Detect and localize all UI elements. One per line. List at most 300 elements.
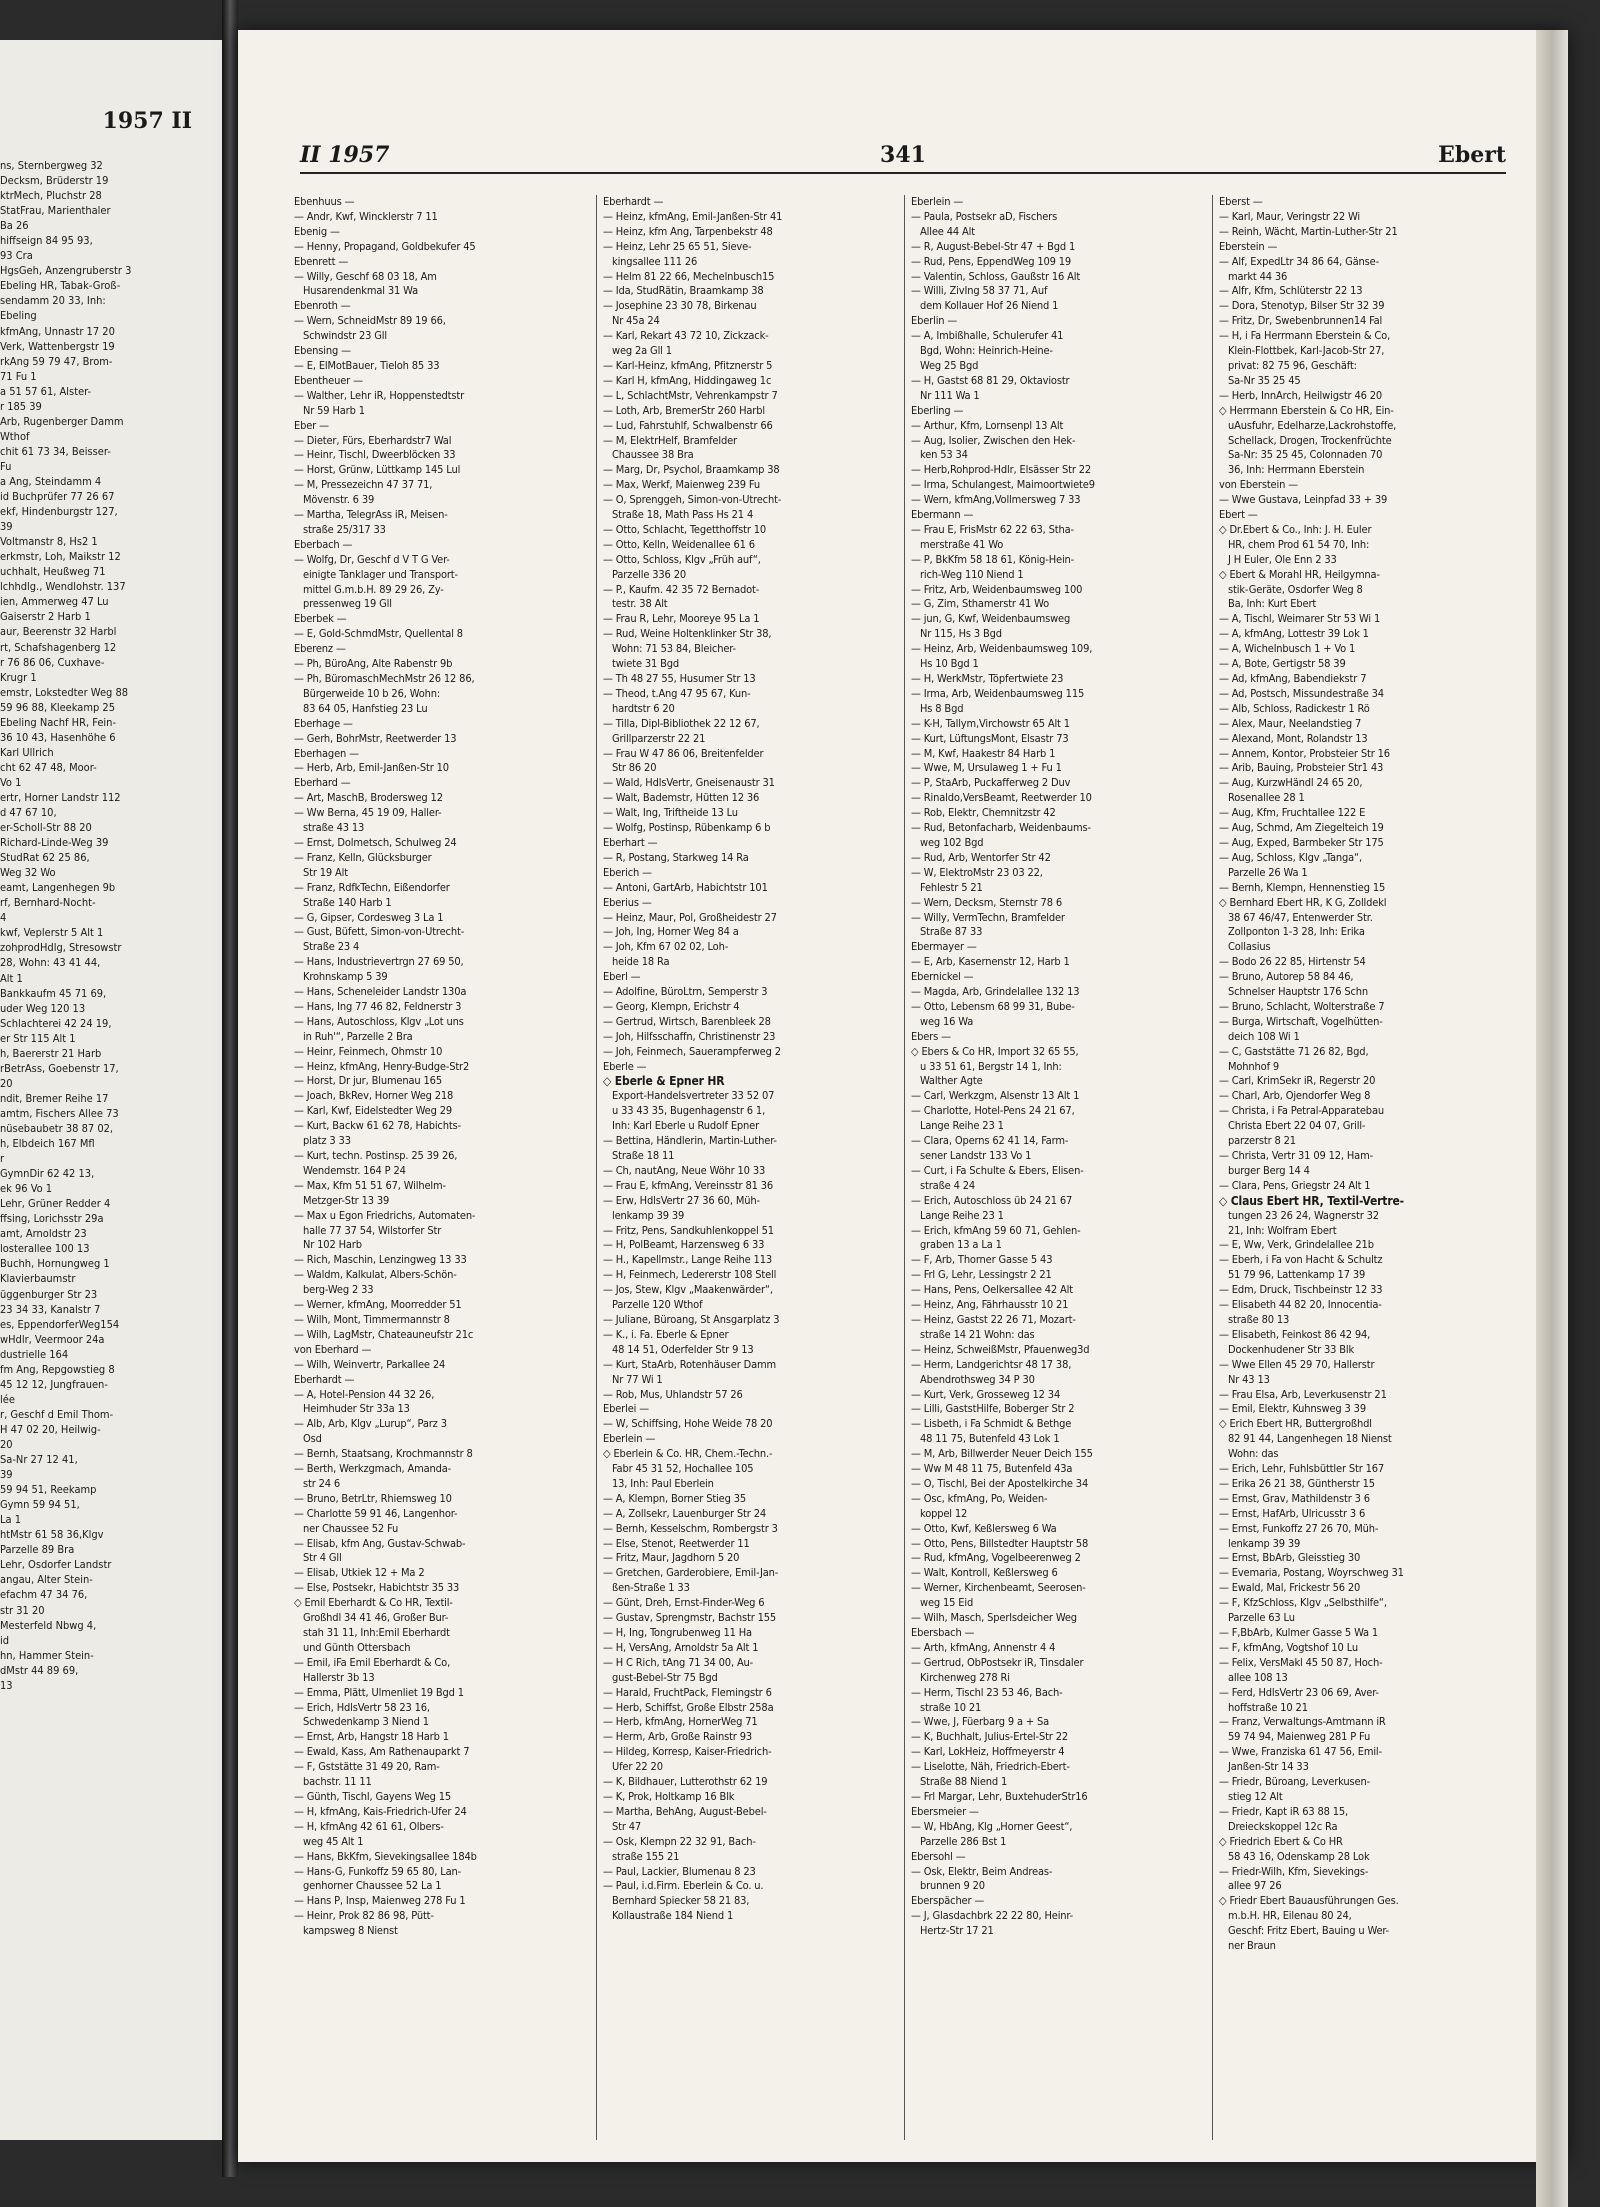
directory-entry: — Otto, Kelln, Weidenallee 61 6 <box>603 537 755 551</box>
directory-entry: — Herb, kfmAng, HornerWeg 71 <box>603 1715 758 1729</box>
left-page-entry: chit 61 73 34, Beisser- <box>0 444 111 458</box>
left-page-entry: StatFrau, Marienthaler <box>0 204 111 218</box>
directory-entry: weg 2a Gll 1 <box>612 344 672 358</box>
directory-entry: — Otto, Kwf, Keßlersweg 6 Wa <box>911 1521 1057 1535</box>
left-page-entry: 45 12 12, Jungfrauen- <box>0 1377 108 1391</box>
directory-entry: — Alb, Schloss, Radickestr 1 Rö <box>1219 701 1370 715</box>
left-page-entry: Ebeling Nachf HR, Fein- <box>0 715 117 729</box>
directory-entry: ken 53 34 <box>920 448 968 462</box>
directory-entry: — Arthur, Kfm, Lornsenpl 13 Alt <box>911 418 1064 432</box>
directory-entry: — Evemaria, Postang, Woyrschweg 31 <box>1219 1566 1404 1580</box>
directory-entry: — Hans, Autoschloss, Klgv „Lot uns <box>294 1014 464 1028</box>
directory-entry: — Hans, Industrievertrgn 27 69 50, <box>294 955 464 969</box>
directory-entry: — Henny, Propagand, Goldbekufer 45 <box>294 239 476 253</box>
directory-entry: — Hans P, Insp, Maienweg 278 Fu 1 <box>294 1894 466 1908</box>
directory-entry: — Clara, Operns 62 41 14, Farm- <box>911 1134 1069 1148</box>
directory-entry: Collasius <box>1228 940 1271 954</box>
directory-entry: — Willy, VermTechn, Bramfelder <box>911 910 1065 924</box>
directory-entry: Nr 43 13 <box>1228 1372 1270 1386</box>
directory-entry: tungen 23 26 24, Wagnerstr 32 <box>1228 1208 1379 1222</box>
directory-entry: — Osk, Klempn 22 32 91, Bach- <box>603 1834 756 1848</box>
directory-entry: — Herm, Arb, Große Rainstr 93 <box>603 1730 752 1744</box>
directory-entry: — R, Postang, Starkweg 14 Ra <box>603 850 749 864</box>
directory-entry: — Karl, LokHeiz, Hoffmeyerstr 4 <box>911 1745 1065 1759</box>
surname-heading: Ebermann — <box>911 508 974 522</box>
directory-entry: — R, August-Bebel-Str 47 + Bgd 1 <box>911 239 1076 253</box>
directory-entry: — H, i Fa Herrmann Eberstein & Co, <box>1219 329 1391 343</box>
left-page-entry: ffsing, Lorichsstr 29a <box>0 1212 104 1226</box>
directory-entry: — Herb, Arb, Emil-Janßen-Str 10 <box>294 761 449 775</box>
directory-entry: — Elisab, kfm Ang, Gustav-Schwab- <box>294 1536 466 1550</box>
directory-entry: — Horst, Dr jur, Blumenau 165 <box>294 1074 442 1088</box>
directory-entry: sener Landstr 133 Vo 1 <box>920 1149 1032 1162</box>
directory-entry: — Frau E, kfmAng, Vereinsstr 81 36 <box>603 1178 774 1192</box>
directory-entry: — Fritz, Dr, Swebenbrunnen14 Fal <box>1219 314 1383 328</box>
directory-entry: Abendrothsweg 34 P 30 <box>920 1372 1035 1386</box>
surname-heading: Eberstein — <box>1219 239 1278 253</box>
directory-entry: weg 45 Alt 1 <box>303 1834 364 1848</box>
directory-entry: — Franz, Verwaltungs-Amtmann iR <box>1219 1715 1386 1729</box>
directory-entry: Nr 102 Harb <box>303 1238 362 1252</box>
directory-entry: — Kurt, techn. Postinsp. 25 39 26, <box>294 1149 458 1162</box>
directory-entry: Straße 23 4 <box>303 940 360 954</box>
directory-entry: 21, Inh: Wolfram Ebert <box>1228 1223 1337 1237</box>
directory-entry: — Erich, Autoschloss üb 24 21 67 <box>911 1193 1073 1207</box>
directory-entry: Rosenallee 28 1 <box>1228 791 1305 805</box>
firm-entry: ◇ Emil Eberhardt & Co HR, Textil- <box>294 1596 453 1610</box>
directory-entry: — Fritz, Maur, Jagdhorn 5 20 <box>603 1551 740 1565</box>
directory-entry: lenkamp 39 39 <box>612 1208 685 1222</box>
directory-entry: — C, Gaststätte 71 26 82, Bgd, <box>1219 1044 1369 1058</box>
directory-entry: — Karl, Kwf, Eidelstedter Weg 29 <box>294 1104 453 1118</box>
directory-entry: — Aug, Schmd, Am Ziegelteich 19 <box>1219 821 1384 835</box>
directory-entry: weg 16 Wa <box>920 1014 974 1028</box>
left-page-entry: 36 10 43, Hasenhöhe 6 <box>0 730 116 744</box>
directory-entry: — M, Kwf, Haakestr 84 Harb 1 <box>911 746 1056 760</box>
directory-entry: Zollponton 1-3 28, Inh: Erika <box>1228 925 1365 939</box>
left-page-entry: 28, Wohn: 43 41 44, <box>0 956 101 970</box>
directory-entry: — K, Bildhauer, Lutterothstr 62 19 <box>603 1775 768 1789</box>
book-spine <box>222 0 238 2177</box>
left-page-entry: h, Baererstr 21 Harb <box>0 1046 102 1060</box>
directory-entry: Parzelle 336 20 <box>612 567 686 581</box>
directory-entry: — Erw, HdlsVertr 27 36 60, Müh- <box>603 1193 760 1207</box>
surname-heading: Eberlin — <box>911 314 958 328</box>
directory-entry: — H, kfmAng 42 61 61, Olbers- <box>294 1819 444 1833</box>
left-page-entry: StudRat 62 25 86, <box>0 851 90 865</box>
directory-entry: mittel G.m.b.H. 89 29 26, Zy- <box>303 582 444 596</box>
surname-heading: Eberhage — <box>294 716 353 730</box>
directory-entry: — O, Tischl, Bei der Apostelkirche 34 <box>911 1476 1089 1490</box>
directory-entry: Nr 111 Wa 1 <box>920 388 980 402</box>
directory-entry: — Ernst, Dolmetsch, Schulweg 24 <box>294 835 457 849</box>
surname-heading: Eberle — <box>603 1059 647 1073</box>
directory-entry: — Ewald, Kass, Am Rathenauparkt 7 <box>294 1745 470 1759</box>
directory-entry: — Rob, Elektr, Chemnitzstr 42 <box>911 806 1056 820</box>
directory-entry: — A, Bote, Gertigstr 58 39 <box>1219 657 1346 671</box>
directory-entry: stieg 12 Alt <box>1228 1789 1283 1803</box>
surname-heading: Eberbek — <box>294 612 347 626</box>
surname-heading: Eber — <box>294 418 329 432</box>
directory-entry: — Wwe Gustava, Leinpfad 33 + 39 <box>1219 493 1388 507</box>
directory-entry: — Bernh, Klempn, Hennenstieg 15 <box>1219 880 1386 894</box>
directory-entry: — Gretchen, Garderobiere, Emil-Jan- <box>603 1566 779 1580</box>
left-page-entry: wHdlr, Veermoor 24a <box>0 1332 105 1346</box>
directory-entry: koppel 12 <box>920 1506 968 1520</box>
directory-entry: uAusfuhr, Edelharze,Lackrohstoffe, <box>1228 418 1397 432</box>
directory-entry: weg 102 Bgd <box>920 835 984 849</box>
directory-entry: ner Braun <box>1228 1939 1276 1953</box>
directory-entry: markt 44 36 <box>1228 269 1288 283</box>
directory-entry: Bürgerweide 10 b 26, Wohn: <box>303 686 441 700</box>
directory-entry: — Hans-G, Funkoffz 59 65 80, Lan- <box>294 1864 462 1878</box>
directory-entry: — Ernst, Grav, Mathildenstr 3 6 <box>1219 1491 1370 1505</box>
directory-entry: — Alb, Arb, Klgv „Lurup“, Parz 3 <box>294 1417 447 1431</box>
directory-entry: — Heinz, kfmAng, Henry-Budge-Str2 <box>294 1059 470 1073</box>
directory-entry: J H Euler, Ole Enn 2 33 <box>1228 552 1337 566</box>
directory-entry: — Heinz, Arb, Weidenbaumsweg 109, <box>911 642 1093 656</box>
directory-entry: brunnen 9 20 <box>920 1879 985 1893</box>
directory-entry: in Ruh'“, Parzelle 2 Bra <box>303 1029 413 1043</box>
left-page-entry: ns, Sternbergweg 32 <box>0 159 103 172</box>
directory-entry: 48 11 75, Butenfeld 43 Lok 1 <box>920 1432 1060 1446</box>
directory-entry: — Heinr, Prok 82 86 98, Pütt- <box>294 1909 434 1923</box>
directory-entry: — Heinz, SchweißMstr, Pfauenweg3d <box>911 1342 1090 1356</box>
directory-entry: graben 13 a La 1 <box>920 1238 1002 1252</box>
left-page-entry: ekf, Hindenburgstr 127, <box>0 505 118 519</box>
directory-entry: — Ferd, HdlsVertr 23 06 69, Aver- <box>1219 1685 1379 1699</box>
directory-entry: Schnelser Hauptstr 176 Schn <box>1228 985 1369 999</box>
directory-entry: Bernhard Spiecker 58 21 83, <box>612 1894 750 1908</box>
directory-entry: — G, Gipser, Cordesweg 3 La 1 <box>294 910 444 924</box>
surname-heading: Ebenig — <box>294 224 340 238</box>
directory-entry: — Ph, BüroAng, Alte Rabenstr 9b <box>294 657 453 671</box>
directory-entry: ner Chaussee 52 Fu <box>303 1521 399 1535</box>
left-page-entry: Ebeling HR, Tabak-Groß- <box>0 279 121 293</box>
directory-entry: — Waldm, Kalkulat, Albers-Schön- <box>294 1268 457 1282</box>
directory-entry: Hallerstr 3b 13 <box>303 1670 375 1684</box>
directory-entry: — Theod, t.Ang 47 95 67, Kun- <box>603 686 751 700</box>
directory-entry: — Rob, Mus, Uhlandstr 57 26 <box>603 1387 743 1401</box>
directory-entry: — Max u Egon Friedrichs, Automaten- <box>294 1208 476 1222</box>
left-page-entry: er-Scholl-Str 88 20 <box>0 821 92 835</box>
left-page-entry: 59 94 51, Reekamp <box>0 1483 97 1497</box>
directory-entry: — Christa, i Fa Petral-Apparatebau <box>1219 1104 1384 1118</box>
directory-entry: — Emma, Plätt, Ulmenliet 19 Bgd 1 <box>294 1685 464 1699</box>
directory-entry: — Andr, Kwf, Wincklerstr 7 11 <box>294 209 438 223</box>
directory-entry: — Reinh, Wächt, Martin-Luther-Str 21 <box>1219 224 1398 238</box>
directory-entry: — Annem, Kontor, Probsteier Str 16 <box>1219 746 1390 760</box>
directory-column-1 <box>288 195 596 2140</box>
left-page-entry: kwf, Veplerstr 5 Alt 1 <box>0 926 104 940</box>
left-page-entry: uchhalt, Heußweg 71 <box>0 565 106 579</box>
directory-entry: — Heinz, Maur, Pol, Großheidestr 27 <box>603 910 777 924</box>
directory-entry: Schwindstr 23 Gll <box>303 329 387 343</box>
directory-entry: — Wilh, LagMstr, Chateauneufstr 21c <box>294 1327 474 1341</box>
left-page-entry: Klavierbaumstr <box>0 1272 76 1286</box>
directory-entry: bachstr. 11 11 <box>303 1775 372 1789</box>
left-page-entry: Alt 1 <box>0 971 23 985</box>
left-page-entry: Decksm, Brüderstr 19 <box>0 174 109 188</box>
directory-entry: — Wilh, Masch, Sperlsdeicher Weg <box>911 1611 1077 1625</box>
directory-entry: — Frau R, Lehr, Mooreye 95 La 1 <box>603 612 760 626</box>
surname-heading: von Eberstein — <box>1219 478 1298 492</box>
directory-entry: m.b.H. HR, Eilenau 80 24, <box>1228 1909 1352 1923</box>
directory-entry: — Kurt, Verk, Grosseweg 12 34 <box>911 1387 1061 1401</box>
directory-entry: — Max, Werkf, Maienweg 239 Fu <box>603 478 760 492</box>
directory-entry: Mohnhof 9 <box>1228 1059 1280 1073</box>
left-page-entry: id <box>0 1633 10 1647</box>
directory-entry: — E, Ww, Verk, Grindelallee 21b <box>1219 1238 1374 1252</box>
directory-entry: — Martha, BehAng, August-Bebel- <box>603 1804 767 1818</box>
directory-entry: straße 25/317 33 <box>303 522 386 536</box>
directory-entry: str 24 6 <box>303 1476 341 1490</box>
directory-entry: — Felix, VersMakl 45 50 87, Hoch- <box>1219 1655 1383 1669</box>
directory-entry: — Ernst, HafArb, Ulricusstr 3 6 <box>1219 1506 1366 1520</box>
directory-entry: — P, StaArb, Puckafferweg 2 Duv <box>911 776 1071 790</box>
directory-entry: — Erich, kfmAng 59 60 71, Gehlen- <box>911 1223 1081 1237</box>
directory-entry: — H, Ing, Tongrubenweg 11 Ha <box>603 1626 752 1639</box>
directory-column-3 <box>904 195 1212 2140</box>
directory-entry: — A, Klempn, Borner Stieg 35 <box>603 1491 747 1505</box>
directory-entry: — Heinz, Ang, Fährhausstr 10 21 <box>911 1298 1069 1312</box>
directory-entry: — Dieter, Fürs, Eberhardstr7 Wal <box>294 433 452 447</box>
directory-entry: — Aug, Isolier, Zwischen den Hek- <box>911 433 1076 447</box>
left-page-entry: Wthof <box>0 429 30 443</box>
directory-entry: — Otto, Lebensm 68 99 31, Bube- <box>911 999 1075 1013</box>
directory-entry: 58 43 16, Odenskamp 28 Lok <box>1228 1849 1370 1863</box>
directory-entry: — Rud, Arb, Wentorfer Str 42 <box>911 850 1051 864</box>
directory-entry: — M, Arb, Billwerder Neuer Deich 155 <box>911 1447 1093 1461</box>
directory-entry: stik-Geräte, Osdorfer Weg 8 <box>1228 582 1363 596</box>
directory-entry: HR, chem Prod 61 54 70, Inh: <box>1228 537 1370 551</box>
left-page-entry: kfmAng, Unnastr 17 20 <box>0 324 115 338</box>
directory-entry: — Lisbeth, i Fa Schmidt & Bethge <box>911 1417 1072 1431</box>
directory-entry: platz 3 33 <box>303 1134 351 1148</box>
directory-entry: — Arth, kfmAng, Annenstr 4 4 <box>911 1640 1056 1654</box>
firm-entry: ◇ Eberle & Epner HR <box>603 1074 725 1089</box>
left-page-entry: amt, Arnoldstr 23 <box>0 1227 87 1241</box>
directory-entry: — Aug, Schloss, Klgv „Tanga“, <box>1219 850 1363 864</box>
directory-entry: parzerstr 8 21 <box>1228 1134 1296 1148</box>
directory-entry: — Joh, Feinmech, Sauerampferweg 2 <box>603 1044 781 1058</box>
left-page-entry: hiffseign 84 95 93, <box>0 234 93 248</box>
left-page-entry: erkmstr, Loh, Maikstr 12 <box>0 550 121 564</box>
directory-entry: — Frl G, Lehr, Lessingstr 2 21 <box>911 1268 1052 1282</box>
directory-entry: — E, ElMotBauer, Tieloh 85 33 <box>294 358 440 372</box>
directory-entry: — Alex, Maur, Neelandstieg 7 <box>1219 716 1362 730</box>
directory-entry: — Frau Elsa, Arb, Leverkusenstr 21 <box>1219 1387 1387 1401</box>
directory-entry: — Otto, Schlacht, Tegetthoffstr 10 <box>603 522 767 536</box>
directory-entry: — Bruno, Schlacht, Wolterstraße 7 <box>1219 999 1385 1013</box>
surname-heading: Ebersbach — <box>911 1626 975 1639</box>
directory-entry: — Frau W 47 86 06, Breitenfelder <box>603 746 764 760</box>
directory-entry: — Kurt, StaArb, Rotenhäuser Damm <box>603 1357 777 1371</box>
directory-entry: — A, Tischl, Weimarer Str 53 Wi 1 <box>1219 612 1381 626</box>
surname-heading: Eberl — <box>603 970 641 984</box>
directory-page <box>238 30 1568 2162</box>
surname-heading: Ebersohl — <box>911 1849 966 1863</box>
directory-entry: 13, Inh: Paul Eberlein <box>612 1476 714 1490</box>
left-page-entry: Fu <box>0 459 12 473</box>
left-page-entry: Ebeling <box>0 309 37 323</box>
directory-column-2 <box>596 195 904 2140</box>
left-page-entry: Karl Ullrich <box>0 745 54 759</box>
directory-entry: — Hans, Pens, Oelkersallee 42 Alt <box>911 1283 1073 1297</box>
left-page-entry: H 47 02 20, Heilwig- <box>0 1422 101 1436</box>
directory-entry: Grillparzerstr 22 21 <box>612 731 706 745</box>
surname-heading: Eberhagen — <box>294 746 359 760</box>
directory-entry: — Th 48 27 55, Husumer Str 13 <box>603 672 756 685</box>
directory-entry: Str 86 20 <box>612 761 657 775</box>
firm-entry: ◇ Erich Ebert HR, Buttergroßhdl <box>1219 1417 1372 1431</box>
directory-entry: — Karl H, kfmAng, Hiddingaweg 1c <box>603 373 772 387</box>
left-page-entry: Krugr 1 <box>0 670 37 684</box>
left-page-entry: dustrielle 164 <box>0 1347 69 1361</box>
directory-entry: Straße 88 Niend 1 <box>920 1775 1008 1789</box>
directory-entry: — Ernst, BbArb, Gleisstieg 30 <box>1219 1551 1361 1565</box>
directory-entry: — Rinaldo,VersBeamt, Reetwerder 10 <box>911 791 1092 805</box>
directory-entry: Straße 18 11 <box>612 1149 675 1162</box>
directory-entry: — Harald, FruchtPack, Flemingstr 6 <box>603 1685 772 1699</box>
directory-entry: — Aug, Exped, Barmbeker Str 175 <box>1219 835 1384 849</box>
directory-entry: — Loth, Arb, BremerStr 260 Harbl <box>603 403 765 417</box>
directory-entry: — K-H, Tallym,Virchowstr 65 Alt 1 <box>911 716 1070 730</box>
directory-entry: — Frl Margar, Lehr, BuxtehuderStr16 <box>911 1789 1088 1803</box>
firm-entry: ◇ Herrmann Eberstein & Co HR, Ein- <box>1219 403 1394 417</box>
directory-entry: Dreieckskoppel 12c Ra <box>1228 1819 1338 1833</box>
surname-heading: Eberius — <box>603 895 652 909</box>
directory-entry: — Dora, Stenotyp, Bilser Str 32 39 <box>1219 299 1385 313</box>
left-page-entry: uder Weg 120 13 <box>0 1001 86 1015</box>
directory-columns <box>288 195 1520 2140</box>
directory-entry: — Hans, BkKfm, Sievekingsallee 184b <box>294 1849 477 1863</box>
directory-entry: — Ernst, Arb, Hangstr 18 Harb 1 <box>294 1730 449 1744</box>
directory-entry: — H, PolBeamt, Harzensweg 6 33 <box>603 1238 765 1252</box>
surname-heading: Ebernickel — <box>911 970 974 984</box>
directory-entry: kampsweg 8 Nienst <box>303 1924 398 1938</box>
surname-heading: Eberhard — <box>294 776 351 790</box>
directory-entry: 83 64 05, Hanfstieg 23 Lu <box>303 701 428 715</box>
directory-entry: — Ida, StudRätin, Braamkamp 38 <box>603 284 764 298</box>
directory-entry: Fehlestr 5 21 <box>920 880 983 894</box>
left-page-listing <box>0 158 205 1693</box>
directory-entry: Allee 44 Alt <box>920 224 975 238</box>
directory-entry: — H, VersAng, Arnoldstr 5a Alt 1 <box>603 1640 759 1654</box>
left-page-entry: angau, Alter Stein- <box>0 1573 93 1587</box>
left-page-entry: er Str 115 Alt 1 <box>0 1031 76 1045</box>
directory-entry: — Paula, Postsekr aD, Fischers <box>911 209 1058 223</box>
surname-heading: Eberich — <box>603 865 652 879</box>
directory-entry: — H, WerkMstr, Töpfertwiete 23 <box>911 672 1064 685</box>
directory-entry: Heimhuder Str 33a 13 <box>303 1402 410 1416</box>
directory-entry: — E, Gold-SchmdMstr, Quellental 8 <box>294 627 463 641</box>
directory-entry: Str 47 <box>612 1819 642 1833</box>
directory-entry: berg-Weg 2 33 <box>303 1283 374 1297</box>
directory-entry: — Gustav, Sprengmstr, Bachstr 155 <box>603 1611 777 1625</box>
directory-entry: straße 43 13 <box>303 821 365 835</box>
surname-heading: Eberbach — <box>294 537 353 551</box>
left-page-entry: cht 62 47 48, Moor- <box>0 760 97 774</box>
directory-entry: — P, BkKfm 58 18 61, König-Hein- <box>911 552 1075 566</box>
directory-entry: Straße 87 33 <box>920 925 983 939</box>
left-page-entry: üggenburger Str 23 <box>0 1287 98 1301</box>
directory-entry: — Joh, Ing, Horner Weg 84 a <box>603 925 739 939</box>
directory-entry: — Helm 81 22 66, Mechelnbusch15 <box>603 269 775 283</box>
directory-entry: straße 155 21 <box>612 1849 680 1863</box>
directory-entry: — Else, Stenot, Reetwerder 11 <box>603 1536 750 1550</box>
directory-entry: — Georg, Klempn, Erichstr 4 <box>603 999 740 1013</box>
directory-column-4 <box>1212 195 1520 2140</box>
left-page-entry: 20 <box>0 1076 13 1090</box>
directory-entry: Schellack, Drogen, Trockenfrüchte <box>1228 433 1392 447</box>
left-page-entry: efachm 47 34 76, <box>0 1588 88 1602</box>
left-page-entry: Gymn 59 94 51, <box>0 1498 80 1512</box>
directory-entry: burger Berg 14 4 <box>1228 1163 1310 1177</box>
directory-entry: genhorner Chaussee 52 La 1 <box>303 1879 442 1893</box>
left-page-entry: Mesterfeld Nbwg 4, <box>0 1618 97 1632</box>
surname-heading: Ebensing — <box>294 344 351 358</box>
directory-entry: Straße 140 Harb 1 <box>303 895 392 909</box>
directory-entry: — Elisabeth 44 82 20, Innocentia- <box>1219 1298 1382 1312</box>
directory-entry: — Herb,Rohprod-Hdlr, Elsässer Str 22 <box>911 463 1092 477</box>
directory-entry: — H, Gastst 68 81 29, Oktaviostr <box>911 373 1070 387</box>
directory-entry: — L, SchlachtMstr, Vehrenkampstr 7 <box>603 388 778 402</box>
left-page-entry: rkAng 59 79 47, Brom- <box>0 354 113 368</box>
directory-entry: dem Kollauer Hof 26 Niend 1 <box>920 299 1059 313</box>
directory-entry: Dockenhudener Str 33 Blk <box>1228 1342 1355 1356</box>
directory-entry: 59 74 94, Maienweg 281 P Fu <box>1228 1730 1371 1744</box>
directory-entry: — Karl-Heinz, kfmAng, Pfitznerstr 5 <box>603 358 773 372</box>
directory-entry: — Eberh, i Fa von Hacht & Schultz <box>1219 1253 1383 1267</box>
directory-entry: — Adolfine, BüroLtrn, Semperstr 3 <box>603 985 768 999</box>
firm-entry: ◇ Bernhard Ebert HR, K G, Zolldekl <box>1219 895 1387 909</box>
surname-heading: Eberhart — <box>603 835 658 849</box>
directory-entry: — Antoni, GartArb, Habichtstr 101 <box>603 880 768 894</box>
directory-entry: Parzelle 120 Wthof <box>612 1298 703 1312</box>
directory-entry: Wohn: 71 53 84, Bleicher- <box>612 642 736 656</box>
directory-entry: — Bruno, BetrLtr, Rhiemsweg 10 <box>294 1491 452 1505</box>
directory-entry: — Bruno, Autorep 58 84 46, <box>1219 970 1354 984</box>
directory-entry: — Ww M 48 11 75, Butenfeld 43a <box>911 1462 1073 1476</box>
left-page-entry: Parzelle 89 Bra <box>0 1543 75 1557</box>
directory-entry: — Lilli, GaststHilfe, Boberger Str 2 <box>911 1402 1075 1416</box>
directory-entry: — Heinr, Feinmech, Ohmstr 10 <box>294 1044 443 1058</box>
directory-entry: u 33 51 61, Bergstr 14 1, Inh: <box>920 1059 1062 1073</box>
left-page-entry: amtm, Fischers Allee 73 <box>0 1106 119 1120</box>
directory-entry: hoffstraße 10 21 <box>1228 1700 1308 1714</box>
directory-entry: — Elisabeth, Feinkost 86 42 94, <box>1219 1327 1371 1341</box>
directory-entry: — F,BbArb, Kulmer Gasse 5 Wa 1 <box>1219 1626 1379 1639</box>
left-page-entry: r 76 86 06, Cuxhave- <box>0 655 105 669</box>
surname-heading: Ebenroth — <box>294 299 351 313</box>
directory-entry: — Burga, Wirtschaft, Vogelhütten- <box>1219 1014 1383 1028</box>
directory-entry: — Tilla, Dipl-Bibliothek 22 12 67, <box>603 716 760 730</box>
directory-entry: 38 67 46/47, Entenwerder Str. <box>1228 910 1373 924</box>
directory-entry: — Otto, Pens, Billstedter Hauptstr 58 <box>911 1536 1089 1550</box>
directory-entry: straße 4 24 <box>920 1178 976 1192</box>
directory-entry: — Heinz, kfmAng, Emil-Janßen-Str 41 <box>603 209 783 223</box>
directory-entry: Klein-Flottbek, Karl-Jacob-Str 27, <box>1228 344 1385 358</box>
left-page-entry: ktrMech, Pluchstr 28 <box>0 189 102 203</box>
directory-entry: — Joh, Kfm 67 02 02, Loh- <box>603 940 729 954</box>
directory-entry: 48 14 51, Oderfelder Str 9 13 <box>612 1342 754 1356</box>
directory-entry: Chaussee 38 Bra <box>612 448 694 462</box>
directory-entry: — Horst, Grünw, Lüttkamp 145 Lul <box>294 463 461 477</box>
left-page-entry: eamt, Langenhegen 9b <box>0 881 116 895</box>
directory-entry: rich-Weg 110 Niend 1 <box>920 567 1024 581</box>
directory-entry: — H C Rich, tAng 71 34 00, Au- <box>603 1655 754 1669</box>
